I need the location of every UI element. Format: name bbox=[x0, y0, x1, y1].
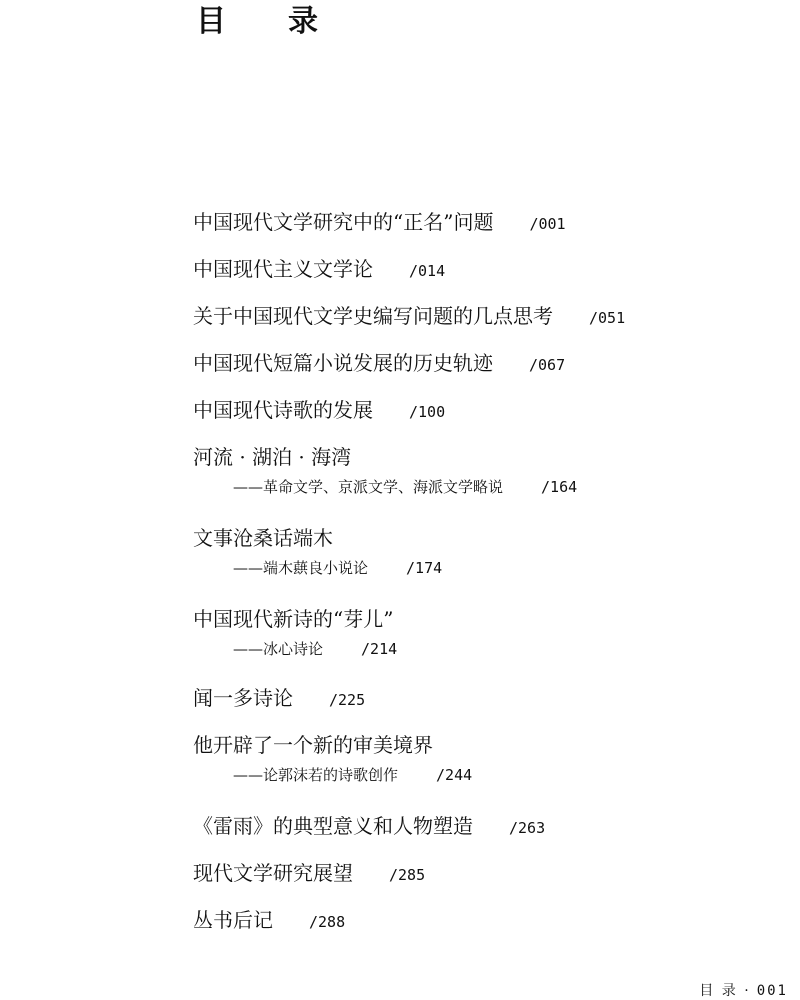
toc-entry-title: 中国现代文学研究中的“正名”问题 bbox=[193, 210, 494, 234]
toc-entry-page: /288 bbox=[309, 913, 346, 931]
toc-entry[interactable] bbox=[193, 347, 565, 379]
toc-entry[interactable] bbox=[193, 206, 566, 238]
toc-entry-title: 中国现代诗歌的发展 bbox=[193, 398, 373, 422]
toc-entry-title: 现代文学研究展望 bbox=[193, 861, 353, 885]
toc-entry-page: /100 bbox=[409, 403, 446, 421]
toc-entry[interactable] bbox=[193, 857, 425, 889]
toc-entry-subtitle: ——革命文学、京派文学、海派文学略说 bbox=[233, 478, 504, 496]
toc-entry-title: 他开辟了一个新的审美境界 bbox=[193, 733, 433, 757]
toc-entry-title: 丛书后记 bbox=[193, 908, 273, 932]
toc-entry-title: 中国现代主义文学论 bbox=[193, 257, 373, 281]
toc-entry[interactable] bbox=[193, 603, 397, 660]
page-title: 目 录 bbox=[196, 4, 334, 39]
toc-entry[interactable] bbox=[193, 904, 345, 936]
toc-entry-subtitle: ——端木蕻良小说论 bbox=[233, 559, 369, 577]
toc-entry[interactable] bbox=[193, 729, 472, 786]
toc-entry-page: /164 bbox=[541, 478, 578, 496]
toc-entry-title: 文事沧桑话端木 bbox=[193, 526, 333, 550]
toc-entry-subtitle: ——冰心诗论 bbox=[233, 640, 324, 658]
toc-entry[interactable] bbox=[193, 441, 577, 498]
toc-entry-title: 闻一多诗论 bbox=[193, 686, 293, 710]
toc-entry[interactable] bbox=[193, 682, 365, 714]
toc-entry-page: /014 bbox=[409, 262, 446, 280]
toc-entry-page: /285 bbox=[389, 866, 426, 884]
toc-entry[interactable] bbox=[193, 810, 545, 842]
toc-entry-title: 中国现代新诗的“芽儿” bbox=[193, 607, 394, 631]
toc-entry-page: /214 bbox=[361, 640, 398, 658]
footer-label: 目 录 · bbox=[699, 983, 751, 999]
toc-entry-page: /263 bbox=[509, 819, 546, 837]
toc-entry-title: 中国现代短篇小说发展的历史轨迹 bbox=[193, 351, 493, 375]
page-footer bbox=[699, 980, 788, 1000]
toc-entry[interactable] bbox=[193, 394, 445, 426]
toc-entry-page: /051 bbox=[589, 309, 626, 327]
toc-entry-page: /067 bbox=[529, 356, 566, 374]
toc-entry-title: 《雷雨》的典型意义和人物塑造 bbox=[193, 814, 473, 838]
toc-entry[interactable] bbox=[193, 253, 445, 285]
toc-entry-subtitle: ——论郭沫若的诗歌创作 bbox=[233, 766, 399, 784]
toc-entry-title: 河流 · 湖泊 · 海湾 bbox=[193, 445, 352, 469]
toc-entry-page: /244 bbox=[436, 766, 473, 784]
toc-entry-title: 关于中国现代文学史编写问题的几点思考 bbox=[193, 304, 553, 328]
toc-entry[interactable] bbox=[193, 522, 442, 579]
toc-entry[interactable] bbox=[193, 300, 625, 332]
toc-entry-page: /001 bbox=[529, 215, 566, 233]
toc-entry-page: /174 bbox=[406, 559, 443, 577]
footer-page-number: 001 bbox=[756, 983, 788, 999]
toc-entry-page: /225 bbox=[329, 691, 366, 709]
